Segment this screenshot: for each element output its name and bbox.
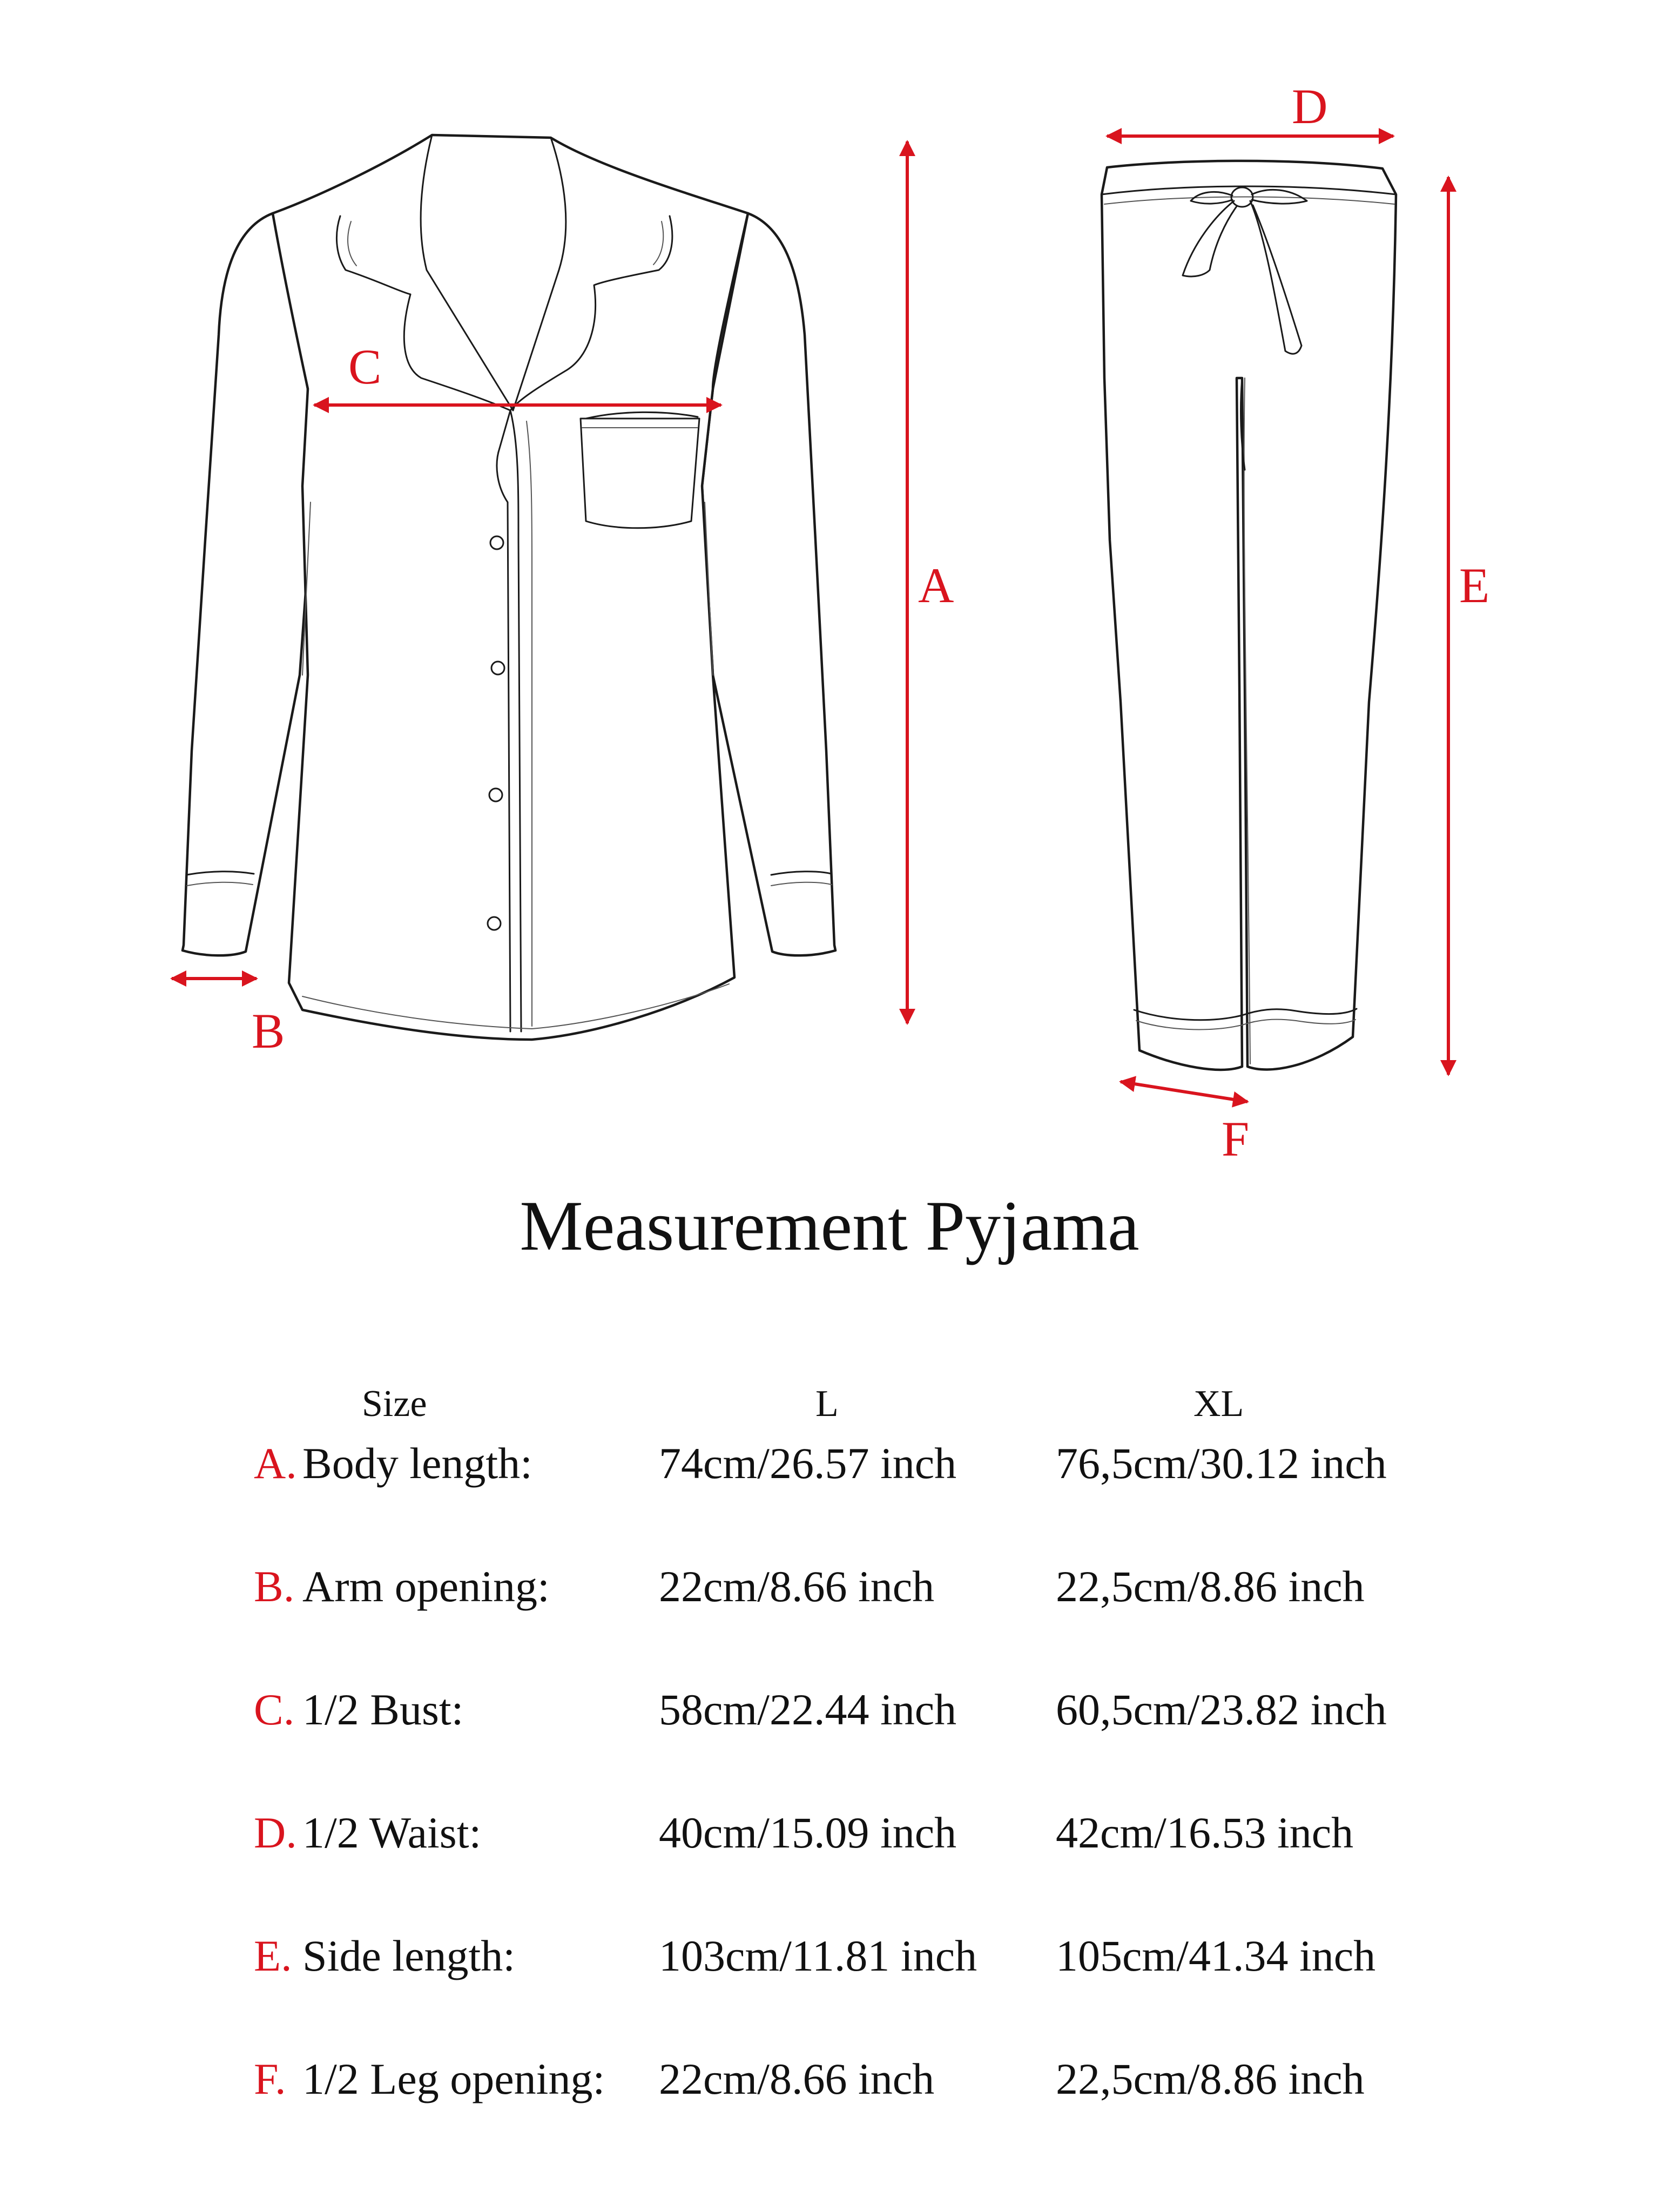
arrow-f-half-leg-opening (1121, 1082, 1247, 1102)
row-label: Side length: (302, 1931, 516, 1980)
row-label: Arm opening: (302, 1562, 550, 1611)
row-letter: E. (254, 1931, 292, 1980)
row-value-xl: 22,5cm/8.86 inch (1056, 1562, 1365, 1611)
row-letter: D. (254, 1808, 297, 1857)
row-value-xl: 105cm/41.34 inch (1056, 1931, 1376, 1980)
label-f: F (1222, 1111, 1250, 1166)
shirt-button (488, 917, 501, 930)
row-letter: B. (254, 1562, 295, 1611)
row-label: Body length: (302, 1439, 532, 1488)
row-letter: F. (254, 2054, 286, 2103)
row-value-xl: 76,5cm/30.12 inch (1056, 1439, 1387, 1488)
label-a: A (918, 558, 954, 613)
label-d: D (1292, 79, 1328, 134)
header-l: L (815, 1383, 839, 1425)
row-value-l: 22cm/8.66 inch (659, 1562, 935, 1611)
pants-illustration (1102, 161, 1396, 1070)
shirt-button (491, 662, 504, 675)
label-c: C (348, 339, 382, 394)
label-e: E (1459, 558, 1490, 613)
row-value-l: 103cm/11.81 inch (659, 1931, 977, 1980)
row-label: 1/2 Bust: (302, 1685, 464, 1734)
row-label: 1/2 Leg opening: (302, 2054, 605, 2103)
row-value-l: 22cm/8.66 inch (659, 2054, 935, 2103)
row-value-l: 58cm/22.44 inch (659, 1685, 957, 1734)
row-value-xl: 60,5cm/23.82 inch (1056, 1685, 1387, 1734)
row-value-l: 74cm/26.57 inch (659, 1439, 957, 1488)
page-title: Measurement Pyjama (520, 1186, 1139, 1265)
row-letter: A. (254, 1439, 297, 1488)
row-value-l: 40cm/15.09 inch (659, 1808, 957, 1857)
row-letter: C. (254, 1685, 295, 1734)
header-xl: XL (1193, 1383, 1244, 1425)
shirt-button (490, 536, 503, 549)
row-value-xl: 22,5cm/8.86 inch (1056, 2054, 1365, 2103)
row-label: 1/2 Waist: (302, 1808, 482, 1857)
label-b: B (252, 1003, 285, 1058)
row-value-xl: 42cm/16.53 inch (1056, 1808, 1354, 1857)
shirt-button (489, 788, 502, 801)
header-size: Size (362, 1383, 427, 1425)
shirt-illustration (183, 135, 835, 1040)
